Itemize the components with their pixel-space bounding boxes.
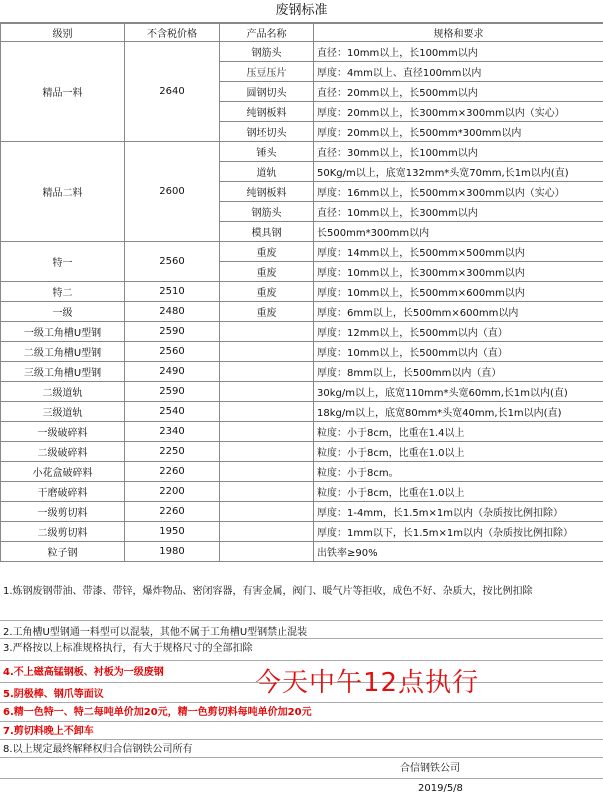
- table-row: [1, 302, 603, 322]
- table-row: [1, 322, 603, 342]
- product-cell: [220, 482, 314, 502]
- spec-cell: 粒度：小于8cm，比重在1.4以上: [314, 422, 603, 442]
- price-cell: 2600: [125, 142, 220, 242]
- execution-notice: 今天中午12点执行: [255, 668, 480, 698]
- grade-cell: 小花盒破碎料: [1, 462, 125, 482]
- grade-cell: 二级剪切料: [1, 522, 125, 542]
- product-cell: 圆钢切头: [220, 82, 314, 102]
- price-table: [0, 23, 603, 562]
- note-item: 5.阴极棒、钢爪等面议: [0, 685, 603, 703]
- product-cell: 纯钢板料: [220, 182, 314, 202]
- table-row: [1, 502, 603, 522]
- price-cell: 2510: [125, 282, 220, 302]
- spec-cell: 厚度：10mm以上，长500mm以内（直）: [314, 342, 603, 362]
- header-spec: 规格和要求: [314, 24, 603, 42]
- spec-cell: 厚度：16mm以上，长500mm×300mm以内（实心）: [314, 182, 603, 202]
- spec-cell: 厚度：8mm以上，长500mm以内（直）: [314, 362, 603, 382]
- grade-cell: 一级破碎料: [1, 422, 125, 442]
- price-cell: 2260: [125, 462, 220, 482]
- price-cell: 2590: [125, 382, 220, 402]
- price-cell: 2340: [125, 422, 220, 442]
- price-cell: 2250: [125, 442, 220, 462]
- issue-date: 2019/5/8: [418, 783, 463, 794]
- product-cell: [220, 362, 314, 382]
- price-cell: 2540: [125, 402, 220, 422]
- product-cell: [220, 322, 314, 342]
- price-cell: 2640: [125, 42, 220, 142]
- product-cell: 重废: [220, 282, 314, 302]
- product-cell: 模具钢: [220, 222, 314, 242]
- product-cell: 重废: [220, 302, 314, 322]
- grade-cell: 二级道轨: [1, 382, 125, 402]
- product-cell: [220, 522, 314, 542]
- spec-cell: 粒度：小于8cm。: [314, 462, 603, 482]
- table-row: [1, 242, 603, 262]
- price-cell: 2480: [125, 302, 220, 322]
- header-grade: 级别: [1, 24, 125, 42]
- spec-cell: 厚度：4mm以上、直径100mm以内: [314, 62, 603, 82]
- spec-cell: 厚度：14mm以上，长500mm×500mm以内: [314, 242, 603, 262]
- grade-cell: 二级工角槽U型钢: [1, 342, 125, 362]
- note-item: 1.炼钢废钢带油、带漆、带锌，爆炸物品、密闭容器，有害金属，阀门、暖气片等拒收，成色不好、杂质大，按比例扣除: [0, 575, 603, 621]
- note-item: 6.精一色特一、特二每吨单价加20元，精一色剪切料每吨单价加20元: [0, 703, 603, 722]
- page-title: 废钢标准: [0, 0, 603, 23]
- spec-cell: 厚度：20mm以上，长300mm×300mm以内（实心）: [314, 102, 603, 122]
- price-cell: 2590: [125, 322, 220, 342]
- table-row: [1, 402, 603, 422]
- spec-cell: 粒度：小于8cm，比重在1.0以上: [314, 442, 603, 462]
- product-cell: 钢坯切头: [220, 122, 314, 142]
- table-row: [1, 382, 603, 402]
- product-cell: [220, 402, 314, 422]
- spec-cell: 厚度：1-4mm，长1.5m×1m以内（杂质按比例扣除）: [314, 502, 603, 522]
- table-row: [1, 482, 603, 502]
- table-row: [1, 422, 603, 442]
- spec-cell: 厚度：10mm以上，长300mm×300mm以内: [314, 262, 603, 282]
- grade-cell: 三级道轨: [1, 402, 125, 422]
- spec-cell: 30kg/m以上，底宽110mm*头宽60mm,长1m以内(直): [314, 382, 603, 402]
- grade-cell: 粒子钢: [1, 542, 125, 562]
- header-price: 不含税价格: [125, 24, 220, 42]
- spec-cell: 直径：10mm以上，长300mm以内: [314, 202, 603, 222]
- grade-cell: 一级: [1, 302, 125, 322]
- note-item: 2.工角槽U型钢通一料型可以混装，其他不属于工角槽U型钢禁止混装: [0, 623, 603, 639]
- table-row: [1, 442, 603, 462]
- grade-cell: 特二: [1, 282, 125, 302]
- product-cell: [220, 342, 314, 362]
- spec-cell: 直径：20mm以上，长500mm以内: [314, 82, 603, 102]
- date-row: [0, 779, 603, 799]
- product-cell: 压豆压片: [220, 62, 314, 82]
- note-item: 7.剪切料晚上不卸车: [0, 722, 603, 740]
- spec-cell: 厚度：1mm以下，长1.5m×1m以内（杂质按比例扣除）: [314, 522, 603, 542]
- price-cell: 2560: [125, 342, 220, 362]
- product-cell: [220, 502, 314, 522]
- product-cell: 锤头: [220, 142, 314, 162]
- table-body: [1, 42, 603, 562]
- note-item: 3.严格按以上标准规格执行，有大于规格尺寸的全部扣除: [0, 639, 603, 661]
- grade-cell: 精品一料: [1, 42, 125, 142]
- product-cell: 纯钢板料: [220, 102, 314, 122]
- company-row: [0, 760, 603, 779]
- note-item: 8.以上规定最终解释权归合信钢铁公司所有: [0, 740, 603, 758]
- price-cell: 1980: [125, 542, 220, 562]
- spec-cell: 厚度：10mm以上，长500mm×600mm以内: [314, 282, 603, 302]
- company-name: 合信钢铁公司: [400, 763, 460, 774]
- table-row: [1, 282, 603, 302]
- note-item: 4.不上磁高锰钢板、衬板为一级废钢: [0, 663, 603, 683]
- spec-cell: 厚度：20mm以上，长500mm*300mm以内: [314, 122, 603, 142]
- price-cell: 2260: [125, 502, 220, 522]
- table-row: [1, 142, 603, 162]
- table-row: [1, 42, 603, 62]
- table-row: [1, 362, 603, 382]
- grade-cell: 精品二料: [1, 142, 125, 242]
- price-cell: 2490: [125, 362, 220, 382]
- spec-cell: 厚度：6mm以上，长500mm×600mm以内: [314, 302, 603, 322]
- product-cell: 重废: [220, 262, 314, 282]
- spec-cell: 粒度：小于8cm，比重在1.0以上: [314, 482, 603, 502]
- product-cell: [220, 382, 314, 402]
- table-row: [1, 462, 603, 482]
- product-cell: 钢筋头: [220, 202, 314, 222]
- product-cell: [220, 422, 314, 442]
- product-cell: [220, 542, 314, 562]
- spec-cell: 厚度：12mm以上，长500mm以内（直）: [314, 322, 603, 342]
- grade-cell: 二级破碎料: [1, 442, 125, 462]
- product-cell: 钢筋头: [220, 42, 314, 62]
- spec-cell: 50Kg/m以上，底宽132mm*头宽70mm,长1m以内(直): [314, 162, 603, 182]
- table-header-row: [1, 24, 603, 42]
- table-row: [1, 542, 603, 562]
- price-cell: 2560: [125, 242, 220, 282]
- product-cell: [220, 462, 314, 482]
- price-cell: 2200: [125, 482, 220, 502]
- grade-cell: 干磨破碎料: [1, 482, 125, 502]
- grade-cell: 三级工角槽U型钢: [1, 362, 125, 382]
- spec-cell: 出铁率≥90%: [314, 542, 603, 562]
- grade-cell: 特一: [1, 242, 125, 282]
- table-row: [1, 342, 603, 362]
- product-cell: 道轨: [220, 162, 314, 182]
- product-cell: 重废: [220, 242, 314, 262]
- spec-cell: 18kg/m以上，底宽80mm*头宽40mm,长1m以内(直): [314, 402, 603, 422]
- header-product: 产品名称: [220, 24, 314, 42]
- price-cell: 1950: [125, 522, 220, 542]
- spec-cell: 直径：30mm以上，长100mm以内: [314, 142, 603, 162]
- spec-cell: 直径：10mm以上，长100mm以内: [314, 42, 603, 62]
- grade-cell: 一级工角槽U型钢: [1, 322, 125, 342]
- table-row: [1, 522, 603, 542]
- grade-cell: 一级剪切料: [1, 502, 125, 522]
- spec-cell: 长500mm*300mm以内: [314, 222, 603, 242]
- product-cell: [220, 442, 314, 462]
